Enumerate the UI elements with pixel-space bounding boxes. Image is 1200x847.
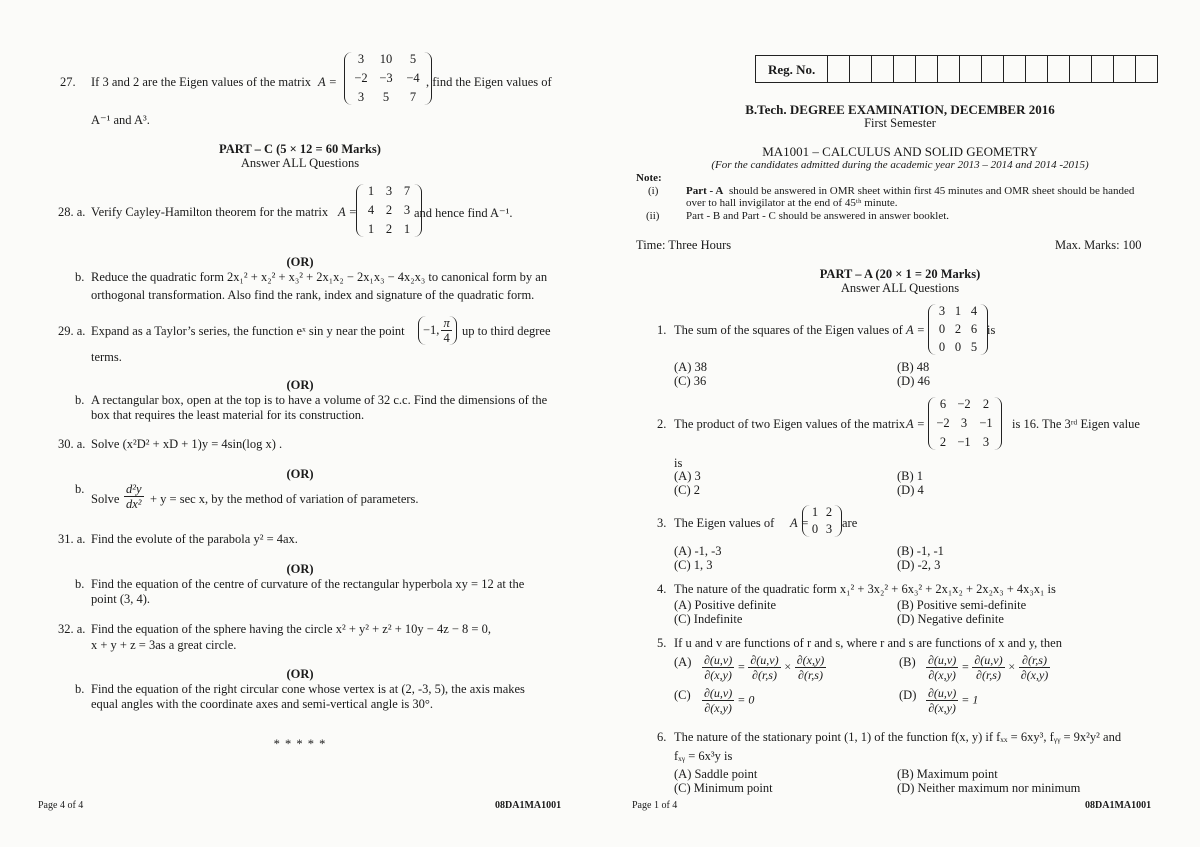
or-separator: (OR) [286, 667, 314, 681]
q4-option-d: (D) Negative definite [897, 612, 1004, 626]
q27-text-after: , find the Eigen values of [426, 75, 552, 89]
q3-text: The Eigen values of [674, 516, 775, 530]
q28a-matrix: 1 3 7 4 2 3 1 2 1 [356, 184, 422, 237]
q32a-number: 32. a. [58, 622, 86, 636]
q3-option-b: (B) -1, -1 [897, 544, 944, 558]
reg-no-cell[interactable] [982, 56, 1004, 82]
q1-matrix-label: A = [906, 323, 925, 337]
q4-option-a: (A) Positive definite [674, 598, 777, 612]
q30b-text: + y = sec x, by the method of variation of parameters. [150, 492, 419, 506]
q1-text: The sum of the squares of the Eigen values of [674, 323, 903, 337]
reg-no-box[interactable] [755, 55, 1158, 83]
q4-option-b: (B) Positive semi-definite [897, 598, 1027, 612]
note-1-line2: over to hall invigilator at the end of 45ᵗʰ minute. [686, 197, 898, 209]
q2-option-c: (C) 2 [674, 483, 701, 497]
q4-option-c: (C) Indefinite [674, 612, 743, 626]
note-2-num: (ii) [646, 210, 660, 222]
exam-title: B.Tech. DEGREE EXAMINATION, DECEMBER 2016 [745, 102, 1055, 117]
q2-option-b: (B) 1 [897, 469, 924, 483]
q31b-text: Find the equation of the centre of curvature of the rectangular hyperbola xy = 12 at the [91, 577, 525, 591]
q27-line2: A⁻¹ and A³. [91, 113, 150, 127]
admission-note: (For the candidates admitted during the academic year 2013 – 2014 and 2014 -2015) [711, 159, 1089, 171]
q1-option-b: (B) 48 [897, 360, 930, 374]
q6-number: 6. [657, 730, 667, 744]
semester: First Semester [864, 116, 936, 130]
q6-option-a: (A) Saddle point [674, 767, 758, 781]
q31b-number: b. [75, 577, 85, 591]
q3-option-a: (A) -1, -3 [674, 544, 722, 558]
q3-matrix-label: A = [790, 516, 809, 530]
max-marks: Max. Marks: 100 [1055, 238, 1142, 252]
note-1-num: (i) [648, 185, 659, 197]
q31b-line2: point (3, 4). [91, 592, 151, 606]
q2-matrix-label: A = [906, 417, 925, 431]
q5-number: 5. [657, 636, 667, 650]
q27-matrix: 3 10 5 −2 −3 −4 3 5 7 [344, 52, 432, 105]
reg-no-cell[interactable] [828, 56, 850, 82]
q3-matrix: 1 2 0 3 [802, 505, 842, 537]
note-1-bold: Part - A [686, 185, 724, 197]
q5-option-a: (A) [674, 655, 692, 669]
q2-text-after: is 16. The 3ʳᵈ Eigen value [1012, 417, 1140, 431]
q27-text: If 3 and 2 are the Eigen values of the matrix [91, 75, 312, 89]
reg-no-cell[interactable] [960, 56, 982, 82]
note-2-text: Part - B and Part - C should be answered in answer booklet. [686, 210, 950, 222]
q32b-line2: equal angles with the coordinate axes and semi-vertical angle is 30°. [91, 697, 434, 711]
q2-text: The product of two Eigen values of the matrix [674, 417, 906, 431]
q3-option-d: (D) -2, 3 [897, 558, 941, 572]
q28b-number: b. [75, 270, 85, 284]
reg-no-cell[interactable] [916, 56, 938, 82]
partc-title: PART – C (5 × 12 = 60 Marks) [219, 142, 381, 156]
reg-no-cell[interactable] [872, 56, 894, 82]
or-separator: (OR) [286, 255, 314, 269]
q32b-number: b. [75, 682, 85, 696]
q5-option-d: (D) [899, 688, 917, 702]
parta-title: PART – A (20 × 1 = 20 Marks) [819, 267, 981, 281]
q31a-number: 31. a. [58, 532, 86, 546]
left-footer-page: Page 4 of 4 [38, 800, 84, 811]
q4-number: 4. [657, 582, 667, 596]
course-title: MA1001 – CALCULUS AND SOLID GEOMETRY [762, 144, 1038, 159]
or-separator: (OR) [286, 378, 314, 392]
reg-no-label: Reg. No. [756, 56, 828, 82]
q29a-point: −1, $\frac{\pi}{4}$ [418, 316, 457, 345]
q6-option-b: (B) Maximum point [897, 767, 998, 781]
q5-option-a-formula: $\frac{\partial(u,v)}{\partial(x,y)}$ = $\frac{\partial(u,v)}{\partial(r,s)}$ × $\frac{\partial(x,y)}{\partial(r,s)}$ [704, 653, 825, 682]
q6-option-d: (D) Neither maximum nor minimum [897, 781, 1081, 795]
q1-option-d: (D) 46 [897, 374, 930, 388]
reg-no-cell[interactable] [850, 56, 872, 82]
reg-no-cell[interactable] [894, 56, 916, 82]
q30a-number: 30. a. [58, 437, 86, 451]
q2-line2: is [674, 456, 683, 470]
reg-no-cell[interactable] [938, 56, 960, 82]
q27-number: 27. [60, 75, 76, 89]
q2-option-a: (A) 3 [674, 469, 701, 483]
q32b-text: Find the equation of the right circular cone whose vertex is at (2, -3, 5), the axis makes [91, 682, 525, 696]
note-1-text: should be answered in OMR sheet within first 45 minutes and OMR sheet should be handed [729, 185, 1135, 197]
q1-number: 1. [657, 323, 667, 337]
partc-subtitle: Answer ALL Questions [240, 156, 360, 170]
q2-option-d: (D) 4 [897, 483, 924, 497]
q2-matrix: 6 −2 2 −2 3 −1 2 −1 3 [928, 397, 1002, 450]
end-stars: * * * * * [273, 737, 327, 751]
q29b-text: A rectangular box, open at the top is to have a volume of 32 c.c. Find the dimensions of the [91, 393, 548, 407]
q30b-fraction: $\frac{\text{d²y}}{\text{dx²}}$ [126, 482, 142, 511]
reg-no-cell[interactable] [1092, 56, 1114, 82]
q1-option-c: (C) 36 [674, 374, 707, 388]
reg-no-cell[interactable] [1026, 56, 1048, 82]
q1-text-after: is [987, 323, 996, 337]
q5-option-b-formula: $\frac{\partial(u,v)}{\partial(x,y)}$ = $\frac{\partial(u,v)}{\partial(r,s)}$ × $\frac{\partial(r,s)}{\partial(x,y)}$ [928, 653, 1049, 682]
q31a-text: Find the evolute of the parabola y² = 4ax. [91, 532, 298, 546]
or-separator: (OR) [286, 562, 314, 576]
reg-no-cell[interactable] [1136, 56, 1157, 82]
q4-text: The nature of the quadratic form x₁² + 3x₂² + 6x₃² + 2x₁x₂ + 2x₂x₃ + 4x₃x₁ is [674, 582, 1056, 596]
q30a-text: Solve (x²D² + xD + 1)y = 4sin(log x) . [91, 437, 283, 451]
q28b-line2: orthogonal transformation. Also find the rank, index and signature of the quadratic form. [91, 288, 535, 302]
q29b-line2: box that requires the least material for its construction. [91, 408, 365, 422]
q6-text: The nature of the stationary point (1, 1) of the function f(x, y) if fₓₓ = 6xy³, fᵧᵧ = 9x²y² and [674, 730, 1122, 744]
q5-option-c-formula: $\frac{\partial(u,v)}{\partial(x,y)}$ = 0 [704, 686, 755, 715]
or-separator: (OR) [286, 467, 314, 481]
q32a-line2: x + y + z = 3as a great circle. [91, 638, 237, 652]
q2-number: 2. [657, 417, 667, 431]
q30b-solve: Solve [91, 492, 120, 506]
q28b-text: Reduce the quadratic form 2x₁² + x₂² + x₃² + 2x₁x₂ − 2x₁x₃ − 4x₂x₃ to canonical form by an [91, 270, 548, 284]
parta-subtitle: Answer ALL Questions [840, 281, 960, 295]
q5-option-d-formula: $\frac{\partial(u,v)}{\partial(x,y)}$ = 1 [928, 686, 979, 715]
reg-no-cell[interactable] [1048, 56, 1070, 82]
q1-option-a: (A) 38 [674, 360, 707, 374]
q29a-text: Expand as a Taylor’s series, the function eˣ sin y near the point [91, 324, 405, 338]
reg-no-cell[interactable] [1070, 56, 1092, 82]
q5-option-b: (B) [899, 655, 916, 669]
reg-no-cell[interactable] [1004, 56, 1026, 82]
q29a-line2: terms. [91, 350, 122, 364]
time-allowed: Time: Three Hours [636, 238, 732, 252]
q5-option-c: (C) [674, 688, 691, 702]
q28a-number: 28. a. [58, 205, 86, 219]
note-label: Note: [636, 172, 662, 184]
q3-number: 3. [657, 516, 667, 530]
q29b-number: b. [75, 393, 85, 407]
q6-line2: fₓᵧ = 6x³y is [674, 749, 733, 763]
left-footer-code: 08DA1MA1001 [495, 800, 562, 811]
q32a-text: Find the equation of the sphere having the circle x² + y² + z² + 10y − 4z − 8 = 0, [91, 622, 491, 636]
q5-text: If u and v are functions of r and s, where r and s are functions of x and y, then [674, 636, 1062, 650]
q27-matrix-label: A = [318, 75, 337, 89]
right-footer-code: 08DA1MA1001 [1085, 800, 1152, 811]
q30b-number: b. [75, 482, 85, 496]
q6-option-c: (C) Minimum point [674, 781, 773, 795]
q28a-matrix-label: A = [338, 205, 357, 219]
q29a-number: 29. a. [58, 324, 86, 338]
q29a-text-after: up to third degree [462, 324, 551, 338]
right-footer-page: Page 1 of 4 [632, 800, 678, 811]
q1-matrix: 3 1 4 0 2 6 0 0 5 [928, 304, 988, 355]
q3-option-c: (C) 1, 3 [674, 558, 713, 572]
q28a-text: Verify Cayley-Hamilton theorem for the matrix [91, 205, 329, 219]
q3-text-after: are [842, 516, 858, 530]
q28a-text-after: and hence find A⁻¹. [414, 206, 513, 220]
reg-no-cell[interactable] [1114, 56, 1136, 82]
